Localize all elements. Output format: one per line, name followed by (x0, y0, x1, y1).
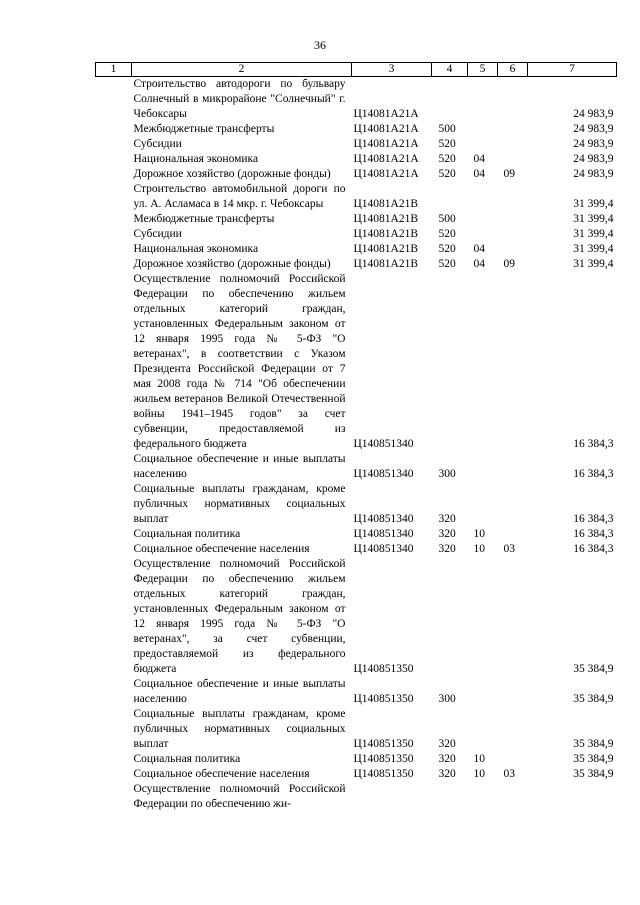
table-row (96, 272, 617, 452)
table-row (96, 707, 617, 752)
cell-section (468, 557, 498, 677)
cell-number (96, 527, 132, 542)
cell-subsection (498, 182, 528, 212)
cell-name: Социальное обеспечение населения (133, 543, 310, 555)
cell-subsection (498, 677, 528, 707)
cell-name: Субсидии (133, 228, 182, 240)
cell-name: Национальная экономика (133, 243, 259, 255)
cell-amount: 24 983,9 (573, 153, 614, 165)
cell-number (96, 707, 132, 752)
cell-amount: 16 384,3 (573, 513, 614, 525)
cell-amount (528, 782, 617, 812)
cell-amount: 31 399,4 (573, 213, 614, 225)
cell-section: 04 (473, 153, 485, 165)
cell-target-code: Ц14081А21В (353, 258, 419, 270)
cell-subsection: 03 (503, 768, 515, 780)
cell-amount: 24 983,9 (573, 138, 614, 150)
cell-number (96, 122, 132, 137)
cell-amount: 31 399,4 (573, 198, 614, 210)
cell-section (468, 677, 498, 707)
cell-section (468, 452, 498, 482)
header-col-3: 3 (352, 63, 432, 77)
cell-number (96, 77, 132, 123)
cell-amount: 16 384,3 (573, 468, 614, 480)
table-row (96, 152, 617, 167)
cell-name: Социальная политика (133, 753, 241, 765)
cell-expense-type: 320 (438, 543, 456, 555)
cell-section: 04 (473, 168, 485, 180)
cell-subsection (498, 527, 528, 542)
cell-subsection (498, 557, 528, 677)
table-row (96, 542, 617, 557)
cell-subsection (498, 272, 528, 452)
cell-subsection (498, 137, 528, 152)
cell-subsection (498, 227, 528, 242)
cell-subsection (498, 452, 528, 482)
table-row (96, 257, 617, 272)
cell-expense-type: 320 (438, 528, 456, 540)
cell-target-code (352, 782, 432, 812)
cell-number (96, 272, 132, 452)
cell-amount: 16 384,3 (573, 438, 614, 450)
cell-amount: 35 384,9 (573, 768, 614, 780)
cell-amount: 31 399,4 (573, 258, 614, 270)
header-col-6: 6 (498, 63, 528, 77)
cell-amount: 31 399,4 (573, 228, 614, 240)
cell-name: Дорожное хозяйство (дорожные фонды) (133, 258, 331, 270)
cell-number (96, 257, 132, 272)
cell-section: 10 (473, 753, 485, 765)
cell-target-code: Ц14081А21В (353, 213, 419, 225)
cell-section (468, 212, 498, 227)
cell-name: Строительство автомобильной дороги по ул. А. Асламаса в 14 мкр. г. Чебоксары (133, 183, 346, 210)
page-number: 36 (314, 38, 326, 52)
cell-section (468, 137, 498, 152)
table-row (96, 167, 617, 182)
cell-subsection (498, 482, 528, 527)
cell-target-code: Ц140851350 (353, 738, 414, 750)
cell-expense-type: 320 (438, 738, 456, 750)
cell-target-code: Ц14081А21В (353, 198, 419, 210)
table-row (96, 557, 617, 677)
table-row (96, 77, 617, 123)
cell-number (96, 167, 132, 182)
cell-number (96, 482, 132, 527)
cell-expense-type (432, 272, 468, 452)
cell-amount: 16 384,3 (573, 543, 614, 555)
table-row (96, 227, 617, 242)
cell-name: Межбюджетные трансферты (133, 213, 275, 225)
budget-table-container (95, 62, 616, 812)
header-col-4: 4 (432, 63, 468, 77)
table-row (96, 782, 617, 812)
cell-number (96, 782, 132, 812)
cell-number (96, 242, 132, 257)
cell-number (96, 227, 132, 242)
cell-section: 04 (473, 258, 485, 270)
cell-target-code: Ц140851340 (353, 438, 414, 450)
table-row (96, 527, 617, 542)
cell-number (96, 152, 132, 167)
cell-subsection (498, 152, 528, 167)
cell-expense-type: 520 (438, 243, 456, 255)
cell-number (96, 677, 132, 707)
cell-section (468, 182, 498, 212)
cell-name: Субсидии (133, 138, 182, 150)
cell-target-code: Ц140851350 (353, 663, 414, 675)
table-header (96, 63, 617, 77)
cell-expense-type: 320 (438, 768, 456, 780)
cell-section: 10 (473, 543, 485, 555)
cell-section: 10 (473, 768, 485, 780)
cell-name: Социальное обеспечение населения (133, 768, 310, 780)
cell-subsection: 03 (503, 543, 515, 555)
cell-section (468, 707, 498, 752)
cell-target-code: Ц140851340 (353, 468, 414, 480)
cell-amount: 24 983,9 (573, 123, 614, 135)
cell-expense-type: 320 (438, 513, 456, 525)
cell-section (468, 122, 498, 137)
cell-name: Осуществление полномочий Российской Федерации по обеспечению жи- (133, 783, 346, 810)
cell-target-code: Ц140851350 (353, 768, 414, 780)
header-col-5: 5 (468, 63, 498, 77)
cell-subsection: 09 (503, 258, 515, 270)
table-row (96, 182, 617, 212)
cell-expense-type (432, 77, 468, 123)
cell-section (468, 227, 498, 242)
table-row (96, 677, 617, 707)
cell-subsection: 09 (503, 168, 515, 180)
cell-subsection (498, 122, 528, 137)
cell-target-code: Ц140851340 (353, 528, 414, 540)
table-row (96, 212, 617, 227)
cell-section (468, 482, 498, 527)
cell-expense-type: 520 (438, 228, 456, 240)
cell-number (96, 752, 132, 767)
header-col-1: 1 (96, 63, 132, 77)
cell-subsection (498, 782, 528, 812)
cell-amount: 16 384,3 (573, 528, 614, 540)
cell-amount: 35 384,9 (573, 663, 614, 675)
cell-section: 10 (473, 528, 485, 540)
table-row (96, 482, 617, 527)
cell-expense-type: 320 (438, 753, 456, 765)
budget-table (95, 62, 617, 812)
cell-target-code: Ц14081А21А (353, 153, 419, 165)
cell-subsection (498, 77, 528, 123)
cell-amount: 35 384,9 (573, 753, 614, 765)
cell-target-code: Ц14081А21А (353, 108, 419, 120)
cell-number (96, 452, 132, 482)
cell-name: Социальные выплаты гражданам, кроме публичных нормативных социальных выплат (133, 708, 346, 750)
cell-section (468, 272, 498, 452)
cell-name: Социальное обеспечение и иные выплаты населению (133, 453, 346, 480)
table-body (96, 77, 617, 813)
cell-target-code: Ц140851340 (353, 543, 414, 555)
cell-expense-type: 520 (438, 153, 456, 165)
cell-amount: 24 983,9 (573, 108, 614, 120)
cell-target-code: Ц140851340 (353, 513, 414, 525)
cell-subsection (498, 212, 528, 227)
cell-number (96, 182, 132, 212)
cell-target-code: Ц14081А21А (353, 123, 419, 135)
cell-name: Осуществление полномочий Российской Федерации по обеспечению жильем отдельных категорий граждан, установленных Федеральным законом от 12 января 1995 года № 5-ФЗ "О ветеранах", за счет субвенции, предоставляемой из федерального бюджета (133, 558, 346, 675)
cell-target-code: Ц14081А21А (353, 138, 419, 150)
cell-section: 04 (473, 243, 485, 255)
cell-expense-type: 520 (438, 258, 456, 270)
cell-expense-type: 500 (438, 123, 456, 135)
cell-name: Межбюджетные трансферты (133, 123, 275, 135)
cell-target-code: Ц14081А21А (353, 168, 419, 180)
table-row (96, 137, 617, 152)
cell-number (96, 212, 132, 227)
cell-subsection (498, 242, 528, 257)
cell-expense-type: 300 (438, 693, 456, 705)
table-row (96, 452, 617, 482)
cell-expense-type: 500 (438, 213, 456, 225)
cell-name: Социальное обеспечение и иные выплаты населению (133, 678, 346, 705)
table-row (96, 242, 617, 257)
cell-expense-type: 520 (438, 168, 456, 180)
cell-target-code: Ц140851350 (353, 693, 414, 705)
cell-amount: 35 384,9 (573, 738, 614, 750)
table-row (96, 752, 617, 767)
cell-section (468, 782, 498, 812)
cell-expense-type: 520 (438, 138, 456, 150)
cell-number (96, 557, 132, 677)
cell-section (468, 77, 498, 123)
header-col-2: 2 (132, 63, 352, 77)
cell-expense-type (432, 182, 468, 212)
cell-name: Национальная экономика (133, 153, 259, 165)
cell-name: Социальные выплаты гражданам, кроме публичных нормативных социальных выплат (133, 483, 346, 525)
cell-expense-type (432, 782, 468, 812)
cell-number (96, 767, 132, 782)
cell-subsection (498, 707, 528, 752)
cell-target-code: Ц14081А21В (353, 228, 419, 240)
cell-amount: 24 983,9 (573, 168, 614, 180)
cell-amount: 35 384,9 (573, 693, 614, 705)
table-row (96, 122, 617, 137)
cell-amount: 31 399,4 (573, 243, 614, 255)
cell-name: Дорожное хозяйство (дорожные фонды) (133, 168, 331, 180)
cell-name: Осуществление полномочий Российской Федерации по обеспечению жильем отдельных категорий граждан, установленных Федеральным законом от 12 января 1995 года № 5-ФЗ "О ветеранах", в соответствии с Указом Президента Российской Федерации от 7 мая 2008 года № 714 "Об обеспечении жильем ветеранов Великой Отечественной войны 1941–1945 годов" за счет субвенции, предоставляемой из федерального бюджета (133, 273, 346, 450)
cell-number (96, 137, 132, 152)
header-row (96, 63, 617, 77)
cell-expense-type (432, 557, 468, 677)
header-col-7: 7 (528, 63, 617, 77)
cell-name: Строительство автодороги по бульвару Солнечный в микрорайоне "Солнечный" г. Чебоксары (133, 78, 346, 120)
cell-target-code: Ц140851350 (353, 753, 414, 765)
cell-name: Социальная политика (133, 528, 241, 540)
cell-subsection (498, 752, 528, 767)
table-row (96, 767, 617, 782)
cell-number (96, 542, 132, 557)
cell-target-code: Ц14081А21В (353, 243, 419, 255)
cell-expense-type: 300 (438, 468, 456, 480)
